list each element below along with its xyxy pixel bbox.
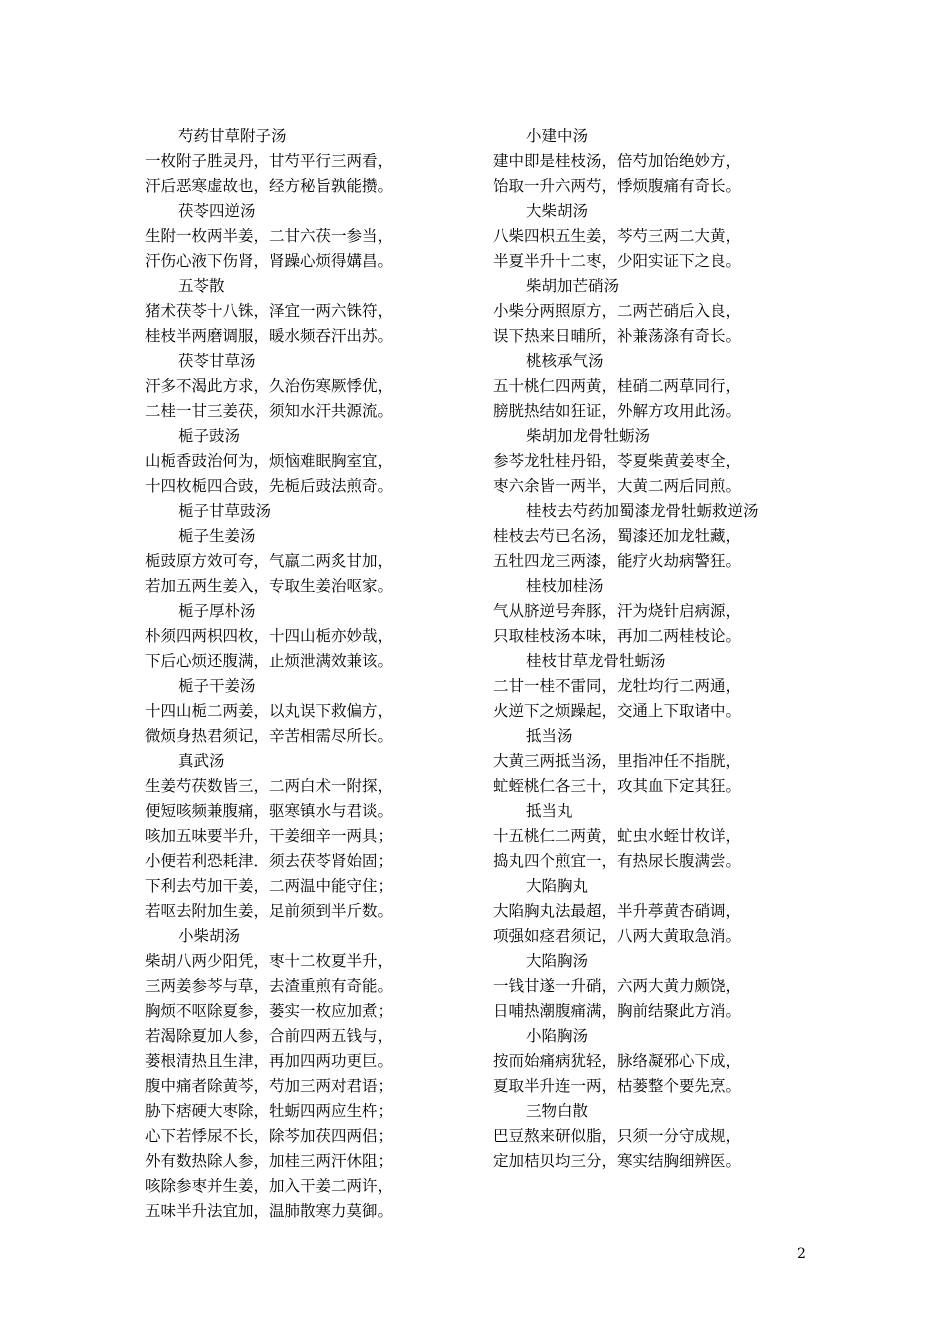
verse-line: 半夏半升十二枣，少阳实证下之良。	[493, 252, 742, 270]
verse-line: 项强如痉君须记，八两大黄取急消。	[493, 927, 742, 945]
verse-line: 枣六余皆一两半，大黄二两后同煎。	[493, 477, 742, 495]
verse-line: 生姜芍茯数皆三，二两白术一附探，	[145, 777, 394, 795]
verse-line: 只取桂枝汤本味，再加二两桂枝论。	[493, 627, 742, 645]
verse-line: 定加桔贝均三分，寒实结胸细辨医。	[493, 1152, 742, 1170]
verse-line: 腹中痛者除黄芩，芍加三两对君语；	[145, 1077, 394, 1095]
formula-title: 五苓散	[178, 277, 225, 295]
page-number: 2	[797, 1246, 806, 1262]
verse-line: 大陷胸丸法最超，半升葶黄杏硝调，	[493, 902, 742, 920]
formula-title: 栀子厚朴汤	[178, 602, 256, 620]
verse-line: 小柴分两照原方，二两芒硝后入良，	[493, 302, 742, 320]
verse-line: 山栀香豉治何为，烦恼难眠胸室宜，	[145, 452, 394, 470]
verse-line: 心下若悸尿不长，除芩加茯四两侣；	[145, 1127, 394, 1145]
verse-line: 五牡四龙三两漆，能疗火劫病警狂。	[493, 552, 742, 570]
formula-title: 小柴胡汤	[178, 927, 241, 945]
verse-line: 柴胡八两少阳凭，枣十二枚夏半升，	[145, 952, 394, 970]
formula-title: 芍药甘草附子汤	[178, 127, 287, 145]
verse-line: 下后心烦还腹满，止烦泄满效兼该。	[145, 652, 394, 670]
verse-line: 五味半升法宜加，温肺散寒力莫御。	[145, 1202, 394, 1220]
formula-title: 桂枝去芍药加蜀漆龙骨牡蛎救逆汤	[526, 502, 759, 520]
formula-title: 大陷胸汤	[526, 952, 589, 970]
verse-line: 八柴四枳五生姜，芩芍三两二大黄，	[493, 227, 742, 245]
formula-title: 三物白散	[526, 1102, 589, 1120]
verse-line: 栀豉原方效可夸，气羸二两炙甘加，	[145, 552, 394, 570]
verse-line: 十四枚栀四合豉，先栀后豉法煎奇。	[145, 477, 394, 495]
right-column	[493, 124, 803, 1174]
verse-line: 巴豆熬来研似脂，只须一分守成规，	[493, 1127, 742, 1145]
verse-line: 夏取半升连一两，枯蒌整个要先烹。	[493, 1077, 742, 1095]
verse-line: 饴取一升六两芍，悸烦腹痛有奇长。	[493, 177, 742, 195]
formula-title: 栀子干姜汤	[178, 677, 256, 695]
verse-line: 咳加五味要半升，干姜细辛一两具；	[145, 827, 394, 845]
formula-title: 柴胡加芒硝汤	[526, 277, 620, 295]
formula-title: 小陷胸汤	[526, 1027, 589, 1045]
verse-line: 桂枝去芍已名汤，蜀漆还加龙牡藏，	[493, 527, 742, 545]
verse-line: 一钱甘遂一升硝，六两大黄力颇饶，	[493, 977, 742, 995]
verse-line: 汗多不渴此方求，久治伤寒厥悸优，	[145, 377, 394, 395]
verse-line: 误下热来日晡所，补兼荡涤有奇长。	[493, 327, 742, 345]
verse-line: 微烦身热君须记，辛苦相需尽所长。	[145, 727, 394, 745]
formula-title: 栀子豉汤	[178, 427, 241, 445]
verse-line: 蒌根清热且生津，再加四两功更巨。	[145, 1052, 394, 1070]
verse-line: 胸烦不呕除夏参，蒌实一枚应加煮；	[145, 1002, 394, 1020]
verse-line: 汗伤心液下伤肾，肾躁心烦得媾昌。	[145, 252, 394, 270]
verse-line: 朴须四两枳四枚，十四山栀亦妙哉，	[145, 627, 394, 645]
verse-line: 建中即是桂枝汤，倍芍加饴绝妙方，	[493, 152, 742, 170]
verse-line: 便短咳频兼腹痛，驱寒镇水与君谈。	[145, 802, 394, 820]
verse-line: 二甘一桂不雷同，龙牡均行二两通，	[493, 677, 742, 695]
formula-title: 茯苓甘草汤	[178, 352, 256, 370]
formula-title: 大陷胸丸	[526, 877, 589, 895]
verse-line: 咳除参枣并生姜，加入干姜二两许，	[145, 1177, 394, 1195]
formula-title: 小建中汤	[526, 127, 589, 145]
verse-line: 日哺热潮腹痛满，胸前结聚此方消。	[493, 1002, 742, 1020]
verse-line: 三两姜参芩与草，去渣重煎有奇能。	[145, 977, 394, 995]
verse-line: 二桂一甘三姜茯，须知水汗共源流。	[145, 402, 394, 420]
formula-title: 桂枝加桂汤	[526, 577, 604, 595]
verse-line: 膀胱热结如狂证，外解方攻用此汤。	[493, 402, 742, 420]
verse-line: 五十桃仁四两黄，桂硝二两草同行，	[493, 377, 742, 395]
verse-line: 胁下痞硬大枣除，牡蛎四两应生杵；	[145, 1102, 394, 1120]
verse-line: 若加五两生姜入，专取生姜治呕家。	[145, 577, 394, 595]
verse-line: 外有数热除人参，加桂三两汗休阻；	[145, 1152, 394, 1170]
verse-line: 虻蛭桃仁各三十，攻其血下定其狂。	[493, 777, 742, 795]
verse-line: 小便若利恐耗津．须去茯苓肾始固；	[145, 852, 394, 870]
verse-line: 一枚附子胜灵丹，甘芍平行三两看，	[145, 152, 394, 170]
verse-line: 十四山栀二两姜，以丸误下救偏方，	[145, 702, 394, 720]
formula-title: 柴胡加龙骨牡蛎汤	[526, 427, 651, 445]
formula-title: 栀子生姜汤	[178, 527, 256, 545]
formula-title: 大柴胡汤	[526, 202, 589, 220]
verse-line: 火逆下之烦躁起，交通上下取诸中。	[493, 702, 742, 720]
verse-line: 下利去芍加干姜，二两温中能守住；	[145, 877, 394, 895]
verse-line: 若渴除夏加人参，合前四两五钱与，	[145, 1027, 394, 1045]
formula-title: 桂枝甘草龙骨牡蛎汤	[526, 652, 666, 670]
verse-line: 桂枝半两磨调服，暖水频吞汗出苏。	[145, 327, 394, 345]
verse-line: 汗后恶寒虚故也，经方秘旨孰能攒。	[145, 177, 394, 195]
formula-title: 抵当汤	[526, 727, 573, 745]
verse-line: 猪术茯苓十八铢，泽宜一两六铢符，	[145, 302, 394, 320]
formula-title: 真武汤	[178, 752, 225, 770]
verse-line: 十五桃仁二两黄，虻虫水蛭廿枚详，	[493, 827, 742, 845]
verse-line: 按而始痛病犹轻，脉络凝邪心下成，	[493, 1052, 742, 1070]
verse-line: 生附一枚两半姜，二甘六茯一参当，	[145, 227, 394, 245]
formula-title: 栀子甘草豉汤	[178, 502, 272, 520]
left-column	[145, 124, 445, 1224]
formula-title: 茯苓四逆汤	[178, 202, 256, 220]
formula-title: 桃核承气汤	[526, 352, 604, 370]
verse-line: 捣丸四个煎宜一，有热尿长腹满尝。	[493, 852, 742, 870]
verse-line: 气从脐逆号奔豚，汗为烧针启病源，	[493, 602, 742, 620]
formula-title: 抵当丸	[526, 802, 573, 820]
verse-line: 参芩龙牡桂丹铅，苓夏柴黄姜枣全，	[493, 452, 742, 470]
verse-line: 大黄三两抵当汤，里指冲任不指胱，	[493, 752, 742, 770]
verse-line: 若呕去附加生姜，足前须到半斤数。	[145, 902, 394, 920]
